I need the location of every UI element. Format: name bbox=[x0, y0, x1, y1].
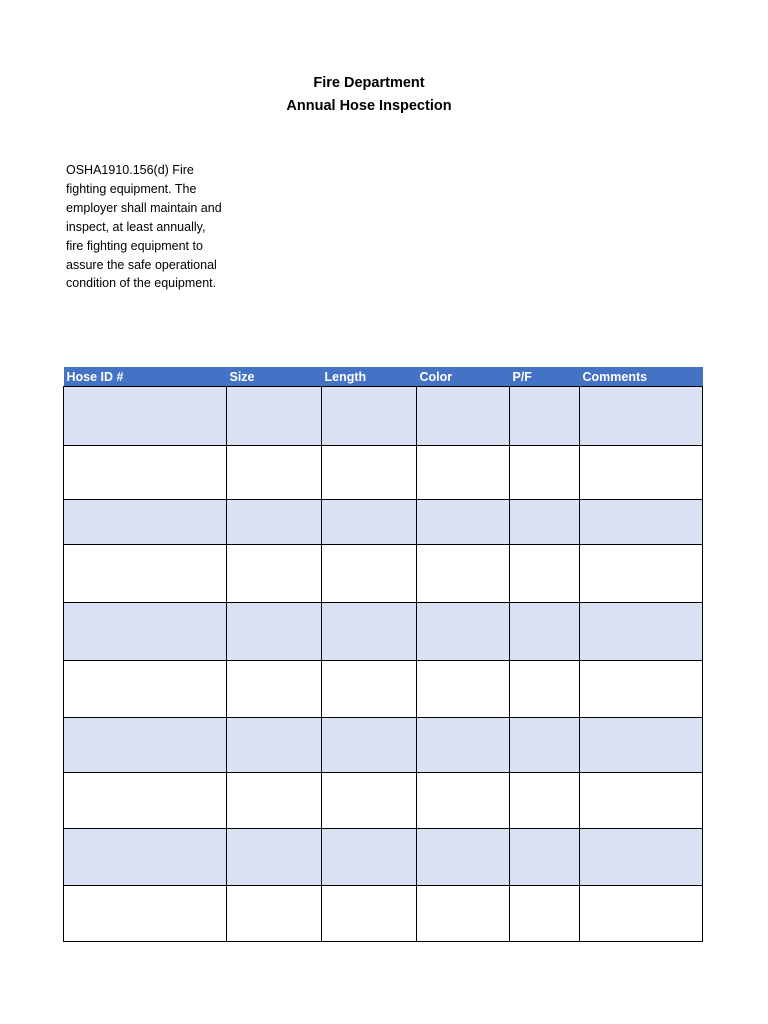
document-title bbox=[0, 72, 738, 118]
cell-comments[interactable] bbox=[580, 603, 703, 661]
cell-size[interactable] bbox=[227, 718, 322, 773]
cell-comments[interactable] bbox=[580, 886, 703, 942]
cell-pass-fail[interactable] bbox=[510, 387, 580, 446]
header-size: Size bbox=[227, 367, 322, 387]
table-row bbox=[64, 387, 703, 446]
cell-color[interactable] bbox=[417, 500, 510, 545]
cell-hose-id[interactable] bbox=[64, 603, 227, 661]
cell-color[interactable] bbox=[417, 446, 510, 500]
header-hose-id: Hose ID # bbox=[64, 367, 227, 387]
table-row bbox=[64, 718, 703, 773]
cell-length[interactable] bbox=[322, 500, 417, 545]
cell-hose-id[interactable] bbox=[64, 387, 227, 446]
header-color: Color bbox=[417, 367, 510, 387]
table-row bbox=[64, 500, 703, 545]
cell-length[interactable] bbox=[322, 603, 417, 661]
cell-color[interactable] bbox=[417, 886, 510, 942]
cell-color[interactable] bbox=[417, 773, 510, 829]
cell-comments[interactable] bbox=[580, 545, 703, 603]
cell-color[interactable] bbox=[417, 661, 510, 718]
cell-pass-fail[interactable] bbox=[510, 829, 580, 886]
cell-pass-fail[interactable] bbox=[510, 545, 580, 603]
cell-hose-id[interactable] bbox=[64, 661, 227, 718]
cell-pass-fail[interactable] bbox=[510, 773, 580, 829]
cell-length[interactable] bbox=[322, 718, 417, 773]
cell-length[interactable] bbox=[322, 773, 417, 829]
cell-comments[interactable] bbox=[580, 718, 703, 773]
cell-hose-id[interactable] bbox=[64, 773, 227, 829]
cell-size[interactable] bbox=[227, 603, 322, 661]
cell-pass-fail[interactable] bbox=[510, 603, 580, 661]
header-pass-fail: P/F bbox=[510, 367, 580, 387]
cell-length[interactable] bbox=[322, 545, 417, 603]
cell-pass-fail[interactable] bbox=[510, 661, 580, 718]
table-row bbox=[64, 886, 703, 942]
cell-size[interactable] bbox=[227, 545, 322, 603]
cell-size[interactable] bbox=[227, 387, 322, 446]
cell-length[interactable] bbox=[322, 661, 417, 718]
cell-pass-fail[interactable] bbox=[510, 446, 580, 500]
cell-comments[interactable] bbox=[580, 829, 703, 886]
cell-comments[interactable] bbox=[580, 446, 703, 500]
table-row bbox=[64, 773, 703, 829]
cell-length[interactable] bbox=[322, 829, 417, 886]
cell-size[interactable] bbox=[227, 773, 322, 829]
osha-regulation-note: OSHA1910.156(d) Fire fighting equipment. The employer shall maintain and inspect, at least annually, fire fighting equipment to assure the safe operational condition of the equipment. bbox=[66, 163, 222, 291]
cell-hose-id[interactable] bbox=[64, 500, 227, 545]
cell-size[interactable] bbox=[227, 446, 322, 500]
title-line-1: Fire Department bbox=[313, 75, 425, 91]
cell-hose-id[interactable] bbox=[64, 446, 227, 500]
cell-color[interactable] bbox=[417, 603, 510, 661]
header-comments: Comments bbox=[580, 367, 703, 387]
hose-inspection-table bbox=[63, 367, 703, 942]
cell-size[interactable] bbox=[227, 829, 322, 886]
cell-comments[interactable] bbox=[580, 661, 703, 718]
cell-color[interactable] bbox=[417, 829, 510, 886]
cell-size[interactable] bbox=[227, 886, 322, 942]
cell-comments[interactable] bbox=[580, 773, 703, 829]
table-header-row bbox=[64, 367, 703, 387]
table-row bbox=[64, 661, 703, 718]
cell-length[interactable] bbox=[322, 886, 417, 942]
title-line-2: Annual Hose Inspection bbox=[286, 98, 452, 114]
cell-color[interactable] bbox=[417, 545, 510, 603]
cell-hose-id[interactable] bbox=[64, 545, 227, 603]
cell-hose-id[interactable] bbox=[64, 886, 227, 942]
table-row bbox=[64, 446, 703, 500]
cell-size[interactable] bbox=[227, 500, 322, 545]
table-row bbox=[64, 545, 703, 603]
cell-comments[interactable] bbox=[580, 500, 703, 545]
header-length: Length bbox=[322, 367, 417, 387]
cell-pass-fail[interactable] bbox=[510, 500, 580, 545]
cell-color[interactable] bbox=[417, 387, 510, 446]
cell-size[interactable] bbox=[227, 661, 322, 718]
table-row bbox=[64, 829, 703, 886]
cell-hose-id[interactable] bbox=[64, 718, 227, 773]
cell-pass-fail[interactable] bbox=[510, 718, 580, 773]
cell-pass-fail[interactable] bbox=[510, 886, 580, 942]
cell-color[interactable] bbox=[417, 718, 510, 773]
cell-length[interactable] bbox=[322, 446, 417, 500]
cell-hose-id[interactable] bbox=[64, 829, 227, 886]
cell-comments[interactable] bbox=[580, 387, 703, 446]
cell-length[interactable] bbox=[322, 387, 417, 446]
table-row bbox=[64, 603, 703, 661]
